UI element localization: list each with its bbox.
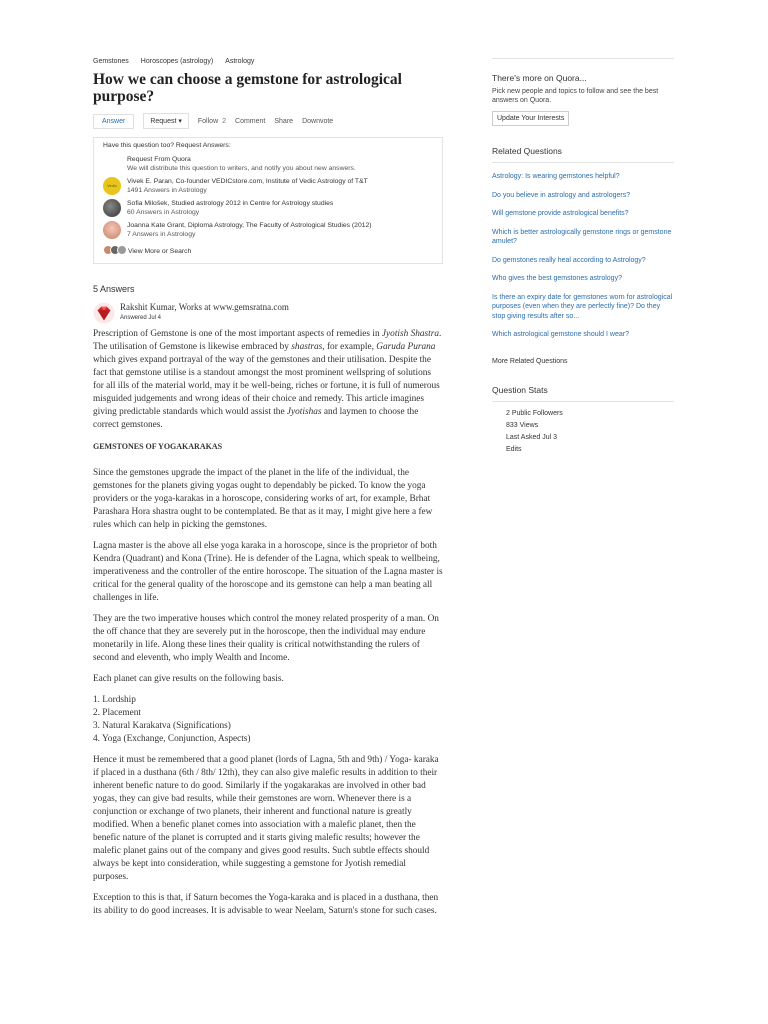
answer-heading: GEMSTONES OF YOGAKARAKAS <box>93 442 223 451</box>
person-answers: 60 Answers in Astrology <box>127 209 200 216</box>
answer-paragraph: Lagna master is the above all else yoga karaka in a horoscope, since is the proprietor of both Kendra (Quadrant) and Kona (Trine). He is defender of the Lagna, which speak to wellbeing, imperativeness and the controller of the entire horoscope. The situation of the Lagna master is critical for the general quality of the horoscope and its gemstone can help a man beating all challenges in life. <box>93 541 443 603</box>
answer-paragraph: Prescription of Gemstone is one of the most important aspects of remedies in Jyotish Shastra. The utilisation of Gemstone is likewise embraced by shastras, for example, Garuda Purana which gives expand portrayal of the way of the gemstones and their utilisation. Despite the fact that gemstone utilise is a standout amongst the most prominent wellspring of solutions for all ills of the material world, may it be well-being, riches or fortune, it is full of numerous misguided judgements and wrong ideas of their choice and remedy. This article imagines giving predictable standards which would assist the Jyotishas and laymen to choose the correct gemstones. <box>93 329 442 430</box>
comment-button[interactable]: Comment <box>235 117 266 125</box>
list-item: 3. Natural Karakatva (Significations) <box>93 721 231 731</box>
stat-edits[interactable]: Edits <box>506 445 522 453</box>
related-question-link[interactable]: Which astrological gemstone should I wear? <box>492 331 629 338</box>
question-actions <box>93 113 443 129</box>
answer-button[interactable]: Answer <box>93 114 134 129</box>
share-button[interactable]: Share <box>274 117 294 125</box>
list-item: 4. Yoga (Exchange, Conjunction, Aspects) <box>93 734 251 744</box>
answer-paragraph: Since the gemstones upgrade the impact of the planet in the life of the individual, the gemstones for the planets giving yogas ought to dependably be picked. To know the yoga providers or the yoga-karakas in a horoscope, considering works of art, for example, Brhat Parashara Hora shastra ought to be contemplated. Be that as it may, I might give here a few rules which can help in picking the gemstones. <box>93 468 433 530</box>
related-question-link[interactable]: Who gives the best gemstones astrology? <box>492 275 622 282</box>
update-interests-button[interactable]: Update Your Interests <box>492 111 569 126</box>
question-stats-title: Question Stats <box>492 385 674 402</box>
list-item: 2. Placement <box>93 708 142 718</box>
person-name: Joanna Kate Grant, Diploma Astrology, The Faculty of Astrological Studies (2012) <box>127 222 372 229</box>
request-from-quora[interactable] <box>103 155 433 173</box>
answer-date: Answered Jul 4 <box>120 315 162 321</box>
related-question-link[interactable]: Is there an expiry date for gemstones worn for astrological purposes (even when they are perfectly fine)? Do they stop giving results after so... <box>492 293 673 320</box>
request-button[interactable] <box>143 113 189 129</box>
more-on-quora-sub: Pick new people and topics to follow and see the best answers on Quora. <box>492 88 659 104</box>
avatar <box>103 221 121 239</box>
answers-count: 5 Answers <box>93 284 135 294</box>
answer-paragraph: They are the two imperative houses which control the money related prosperity of a man. On the off chance that they are severely put in the horoscope, then the individual may endure monetarily in life. Along these lines their quality is critical notwithstanding the rulers of second and eleventh, who imply Wealth and Income. <box>93 614 439 663</box>
request-person[interactable] <box>103 177 433 195</box>
request-person[interactable] <box>103 199 433 217</box>
person-name: Vivek E. Paran, Co-founder VEDICstore.com, Institute of Vedic Astrology of T&T <box>127 178 368 185</box>
list-item: 1. Lordship <box>93 695 136 705</box>
more-on-quora-box <box>492 58 674 126</box>
related-question-link[interactable]: Which is better astrologically gemstone rings or gemstone amulet? <box>492 228 672 245</box>
request-from-quora-sub: We will distribute this question to writers, and notify you about new answers. <box>127 165 356 172</box>
more-on-quora-title: There's more on Quora... <box>492 73 587 83</box>
topic-astrology[interactable]: Astrology <box>225 58 255 65</box>
person-answers: 7 Answers in Astrology <box>127 231 196 238</box>
follow-count: 2 <box>222 117 227 125</box>
gem-logo-icon <box>93 302 115 324</box>
request-from-quora-name: Request From Quora <box>127 156 191 163</box>
chevron-down-icon: ▾ <box>178 118 182 125</box>
follow-button[interactable] <box>198 118 226 125</box>
related-question-link[interactable]: Astrology: Is wearing gemstones helpful? <box>492 173 620 180</box>
request-answers-box <box>93 137 443 264</box>
related-question-link[interactable]: Do gemstones really heal according to Astrology? <box>492 256 646 264</box>
avatar: Vedic <box>103 177 121 195</box>
sidebar <box>492 58 674 458</box>
question-stats <box>506 410 674 453</box>
quora-avatar <box>103 155 121 173</box>
answer-paragraph: Hence it must be remembered that a good planet (lords of Lagna, 5th and 9th) / Yoga- karaka if placed in a dusthana (6th / 8th/ 12th), they can also give malefic results in addition to their inherent benefic nature to do good. Similarly if the yogakarakas are involved in other bad yogas, they can give bad results, while their gemstones are worn. Whenever there is a conjunction or exchange of two planets, their inherent and functional nature is greatly modified. When a benefic planet comes into association with a malefic planet, then the benefic nature of the planet is corrupted and it starts giving malefic results; however the malefic planet gains out of the company and gives good results. Such subtle effects should always be kept into consideration, while suggesting a gemstone for Jyotish remedial purposes. <box>93 755 439 882</box>
follow-label: Follow <box>197 117 219 125</box>
person-answers: 1491 Answers in Astrology <box>127 187 207 194</box>
related-question-link[interactable]: Do you believe in astrology and astrologers? <box>492 191 631 199</box>
topic-horoscopes[interactable]: Horoscopes (astrology) <box>140 58 214 65</box>
request-label: Request <box>150 118 177 125</box>
answer-paragraph: Each planet can give results on the following basis. <box>93 674 284 684</box>
answer-header <box>93 302 443 324</box>
stat-last-asked: Last Asked Jul 3 <box>506 433 557 441</box>
request-answers-header: Have this question too? Request Answers: <box>103 142 231 149</box>
stat-followers[interactable]: 2 Public Followers <box>506 409 563 417</box>
view-more-link[interactable] <box>103 245 433 257</box>
downvote-button[interactable]: Downvote <box>302 117 334 125</box>
stat-views: 833 Views <box>506 421 539 429</box>
answer-body <box>93 328 443 918</box>
main-column <box>93 58 443 926</box>
related-questions-title: Related Questions <box>492 146 674 163</box>
question-title: How we can choose a gemstone for astrological purpose? <box>93 71 402 105</box>
related-question-link[interactable]: Will gemstone provide astrological benefits? <box>492 210 629 217</box>
avatar <box>117 245 127 255</box>
view-more-label: View More or Search <box>128 247 192 255</box>
request-person[interactable] <box>103 221 433 239</box>
answer-author[interactable]: Rakshit Kumar, Works at www.gemsratna.com <box>120 302 289 312</box>
topic-list <box>93 58 443 65</box>
avatar <box>103 199 121 217</box>
answer-list <box>93 694 443 746</box>
mini-avatars <box>103 245 124 257</box>
topic-gemstones[interactable]: Gemstones <box>93 58 129 65</box>
more-related-link[interactable]: More Related Questions <box>492 357 568 365</box>
person-name: Sofia Milošek, Studied astrology 2012 in Centre for Astrology studies <box>127 200 334 207</box>
answer-paragraph: Exception to this is that, if Saturn becomes the Yoga-karaka and is placed in a dusthana, then its ability to do good increases. It is advisable to wear Neelam, Saturn's stone for such cases. <box>93 893 439 916</box>
